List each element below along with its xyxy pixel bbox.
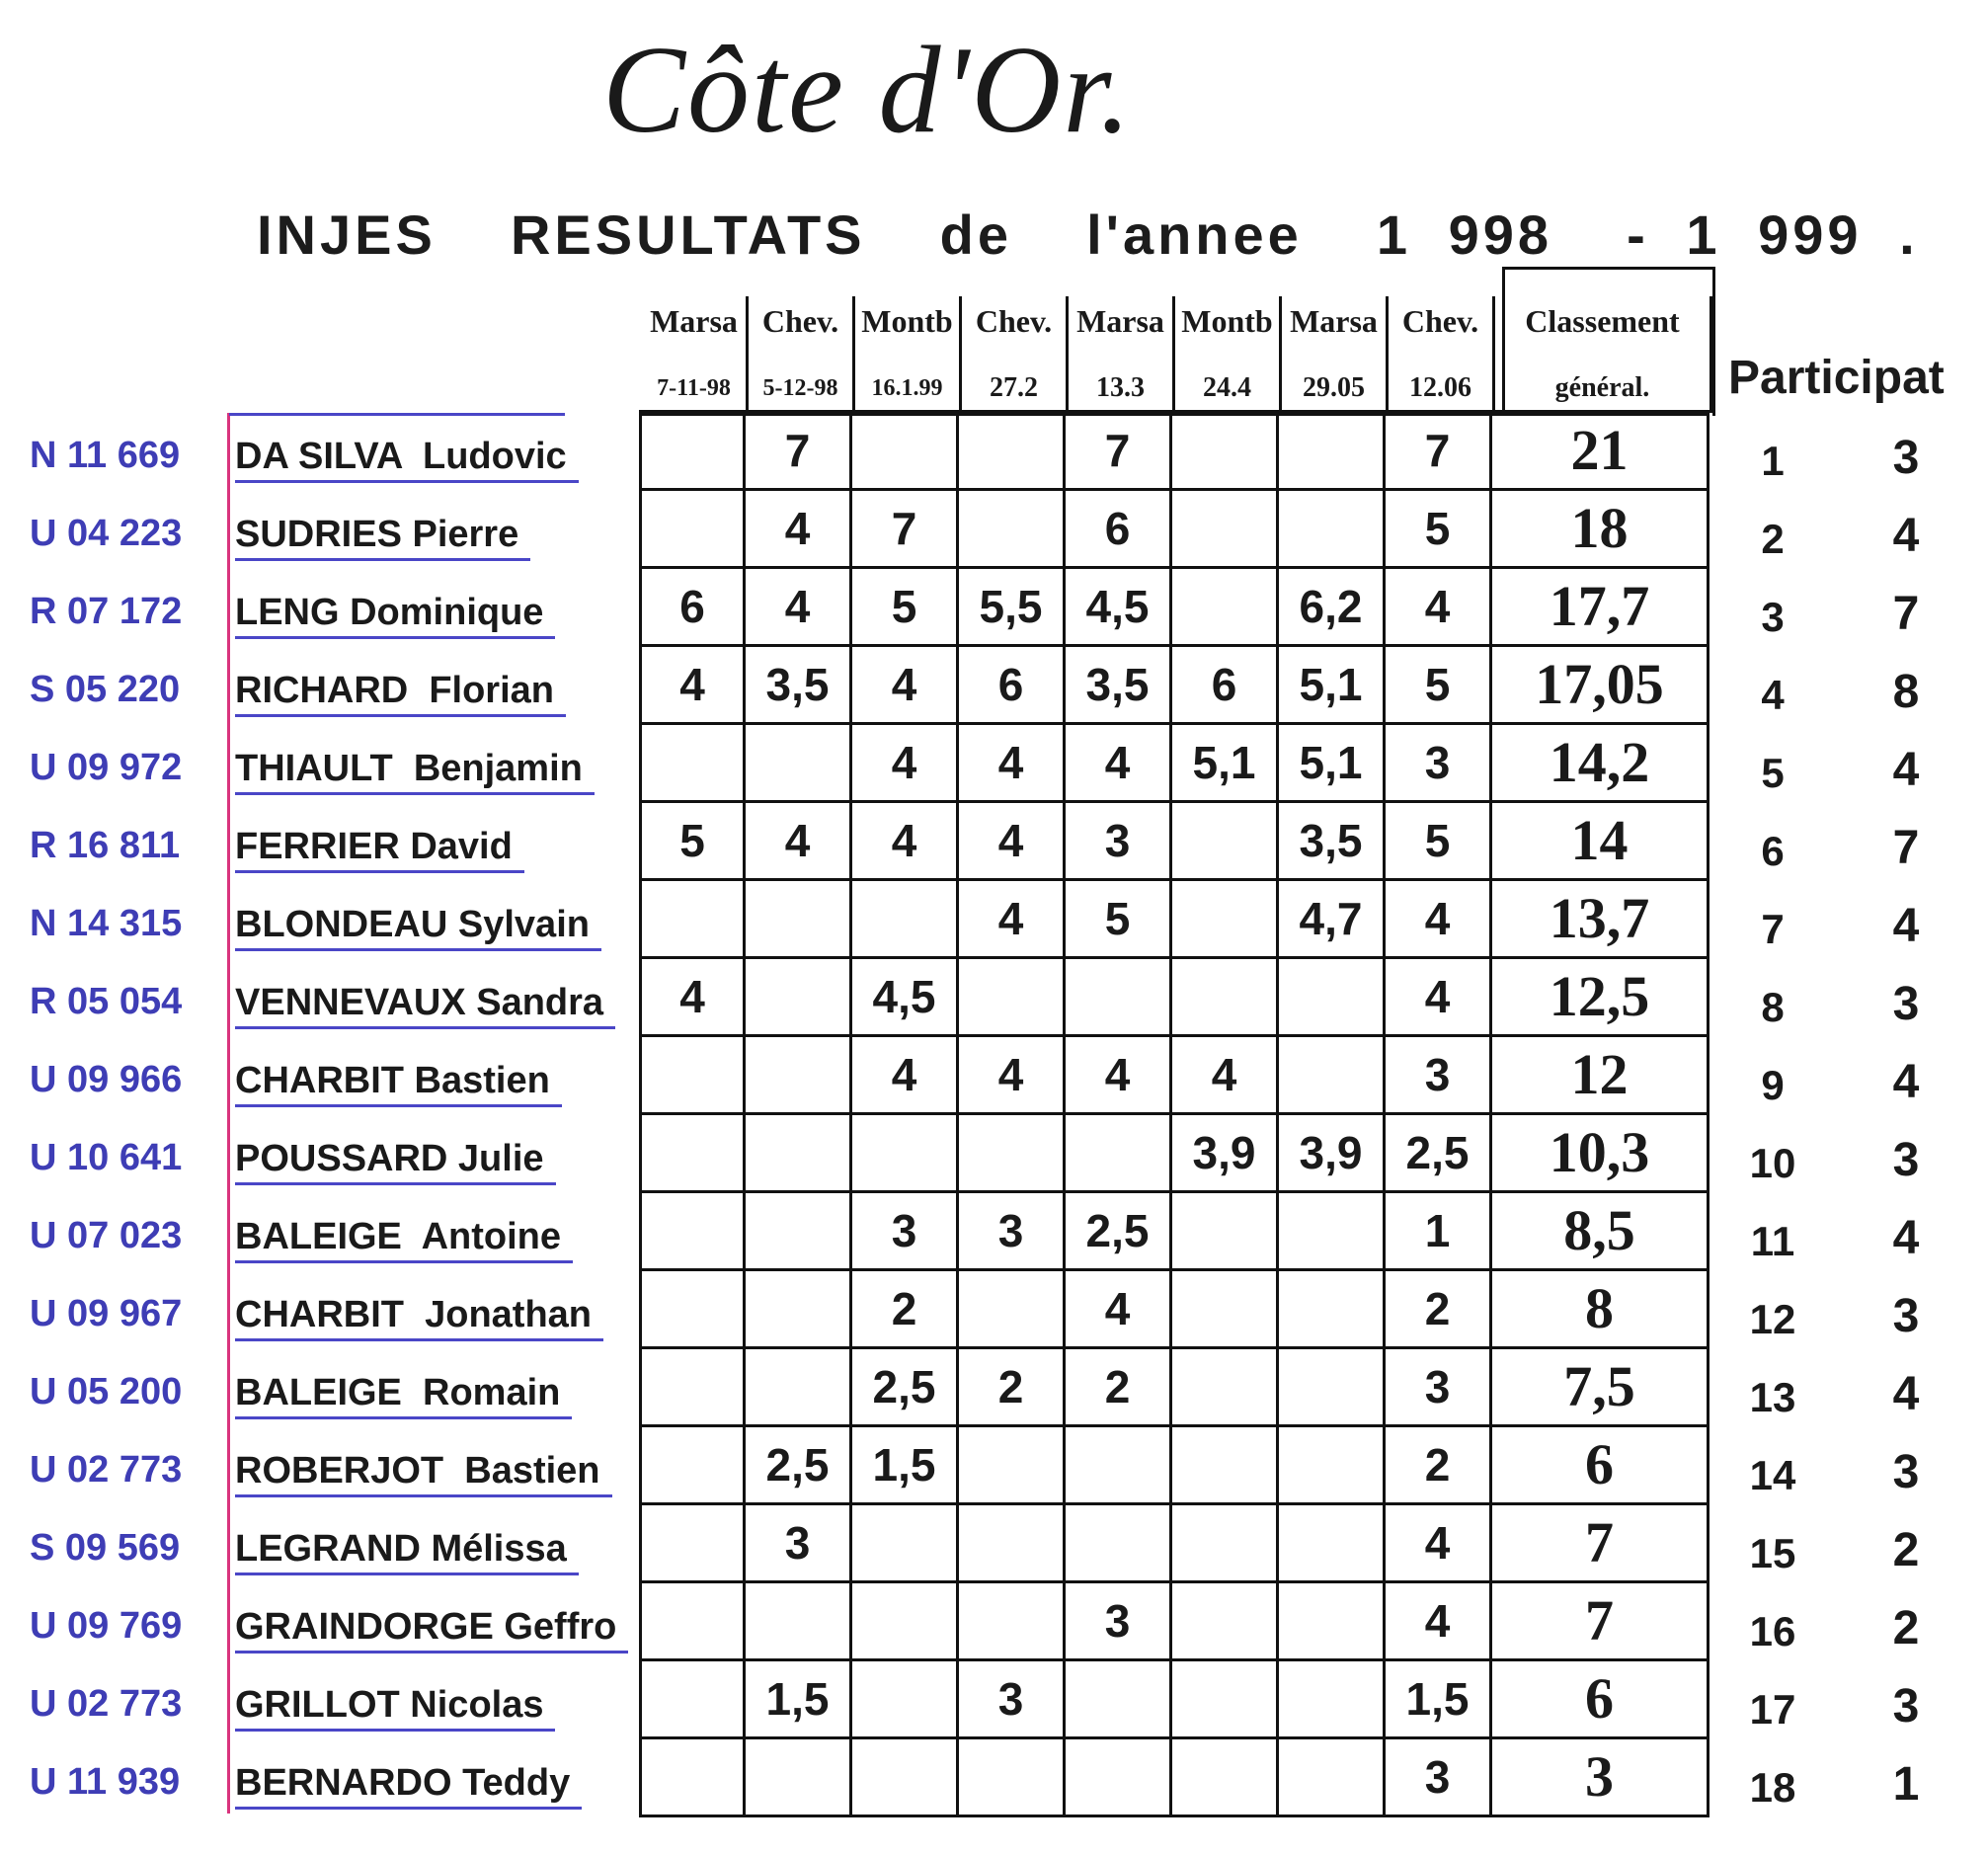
score-cell: 4 (1066, 1037, 1172, 1115)
athlete-name: POUSSARD Julie (235, 1135, 556, 1185)
score-cell: 2,5 (746, 1427, 852, 1505)
score-cell (639, 410, 746, 491)
score-cell (1279, 1349, 1386, 1427)
total-cell: 14 (1492, 803, 1710, 881)
score-cell (959, 1115, 1066, 1193)
score-cell (1172, 1271, 1279, 1349)
score-cell: 5,1 (1279, 647, 1386, 725)
score-cell: 7 (1386, 410, 1492, 491)
athlete-name: FERRIER David (235, 823, 524, 873)
participations: 3 (1892, 1446, 1920, 1498)
score-cell (746, 1271, 852, 1349)
score-cell (1279, 1739, 1386, 1817)
score-cell: 3,5 (1279, 803, 1386, 881)
license-number: U 07 023 (30, 1215, 183, 1256)
score-cell (639, 1583, 746, 1661)
total-cell: 10,3 (1492, 1115, 1710, 1193)
score-cell (1279, 959, 1386, 1037)
license-number: R 05 054 (30, 981, 183, 1022)
score-cell (639, 1427, 746, 1505)
athlete-name: LENG Dominique (235, 589, 555, 639)
score-cell: 1,5 (1386, 1661, 1492, 1739)
rank: 10 (1749, 1140, 1796, 1186)
total-cell: 18 (1492, 491, 1710, 569)
rank: 1 (1761, 438, 1785, 484)
score-cell: 4 (1386, 881, 1492, 959)
score-cell (746, 1739, 852, 1817)
score-cell: 3 (746, 1505, 852, 1583)
athlete-name: BALEIGE Antoine (235, 1213, 573, 1263)
score-cell: 3 (959, 1193, 1066, 1271)
score-cell: 1 (1386, 1193, 1492, 1271)
score-cell (639, 1193, 746, 1271)
score-cell: 4 (639, 647, 746, 725)
athlete-name: THIAULT Benjamin (235, 745, 595, 795)
score-cell: 5 (1386, 803, 1492, 881)
document-subtitle: INJES RESULTATS de l'annee 1 998 - 1 999 . (257, 203, 1919, 266)
rank: 3 (1761, 594, 1785, 640)
athlete-name: GRAINDORGE Geffro (235, 1603, 628, 1653)
score-cell: 2 (1386, 1427, 1492, 1505)
score-cell (852, 410, 959, 491)
score-cell: 3 (852, 1193, 959, 1271)
license-number: U 04 223 (30, 513, 183, 554)
score-cell: 3,5 (746, 647, 852, 725)
score-cell: 5,1 (1172, 725, 1279, 803)
score-cell: 4 (959, 1037, 1066, 1115)
score-cell: 4 (852, 647, 959, 725)
score-cell (1172, 1583, 1279, 1661)
score-cell: 4 (852, 803, 959, 881)
score-cell: 6 (1066, 491, 1172, 569)
rank: 11 (1750, 1218, 1795, 1264)
participations: 3 (1892, 978, 1920, 1030)
column-event: Classement (1525, 303, 1680, 339)
score-cell (1066, 1661, 1172, 1739)
score-cell (852, 1583, 959, 1661)
column-date: général. (1554, 372, 1650, 403)
score-cell (746, 1037, 852, 1115)
score-cell (1172, 1427, 1279, 1505)
total-cell: 17,05 (1492, 647, 1710, 725)
score-cell (1172, 569, 1279, 647)
column-header (1069, 296, 1175, 413)
column-header (1175, 296, 1282, 413)
participations: 8 (1892, 666, 1920, 718)
score-cell: 2,5 (1066, 1193, 1172, 1271)
athlete-name: VENNEVAUX Sandra (235, 979, 615, 1029)
total-cell: 8,5 (1492, 1193, 1710, 1271)
column-date: 5-12-98 (762, 375, 838, 401)
score-cell: 3 (1386, 1739, 1492, 1817)
rank: 17 (1749, 1686, 1796, 1733)
classement-header-box (1502, 267, 1715, 416)
score-cell: 6 (959, 647, 1066, 725)
license-number: U 09 972 (30, 747, 183, 788)
score-cell: 5 (1386, 647, 1492, 725)
score-cell (1279, 1193, 1386, 1271)
column-event: Marsa (1290, 303, 1378, 339)
score-cell: 3 (1066, 1583, 1172, 1661)
score-cell (746, 1349, 852, 1427)
score-cell: 2 (852, 1271, 959, 1349)
score-cell: 3,9 (1172, 1115, 1279, 1193)
license-number: S 05 220 (30, 669, 181, 710)
total-cell: 3 (1492, 1739, 1710, 1817)
score-cell: 2,5 (852, 1349, 959, 1427)
score-cell: 2 (959, 1349, 1066, 1427)
participations: 4 (1892, 1212, 1920, 1264)
license-number: U 10 641 (30, 1137, 183, 1178)
athlete-name: SUDRIES Pierre (235, 511, 530, 561)
athlete-name: BERNARDO Teddy (235, 1759, 582, 1810)
score-cell: 5 (852, 569, 959, 647)
total-cell: 13,7 (1492, 881, 1710, 959)
score-cell (1279, 410, 1386, 491)
score-cell: 4 (1386, 569, 1492, 647)
score-cell (959, 491, 1066, 569)
score-cell: 4 (1386, 1583, 1492, 1661)
score-cell: 6 (1172, 647, 1279, 725)
score-cell: 3 (1066, 803, 1172, 881)
rank: 12 (1749, 1296, 1796, 1342)
score-cell (1172, 881, 1279, 959)
total-cell: 6 (1492, 1661, 1710, 1739)
column-date: 16.1.99 (871, 375, 943, 401)
score-cell: 3,9 (1279, 1115, 1386, 1193)
license-number: U 02 773 (30, 1449, 183, 1491)
score-cell: 3 (1386, 725, 1492, 803)
score-cell (1172, 1661, 1279, 1739)
score-cell: 4 (852, 725, 959, 803)
athlete-name: LEGRAND Mélissa (235, 1525, 579, 1575)
score-cell: 2,5 (1386, 1115, 1492, 1193)
score-cell (639, 1115, 746, 1193)
score-cell: 1,5 (746, 1661, 852, 1739)
license-number: U 09 966 (30, 1059, 183, 1100)
score-cell (852, 881, 959, 959)
athlete-name: BLONDEAU Sylvain (235, 901, 601, 951)
athlete-name: CHARBIT Bastien (235, 1057, 562, 1107)
rank: 18 (1749, 1764, 1796, 1811)
score-cell (1066, 1427, 1172, 1505)
score-cell: 4 (746, 491, 852, 569)
score-cell: 7 (852, 491, 959, 569)
score-cell (746, 959, 852, 1037)
score-cell (639, 1349, 746, 1427)
rank: 5 (1761, 750, 1785, 796)
score-cell (852, 1115, 959, 1193)
score-cell (1066, 1739, 1172, 1817)
score-cell (959, 1739, 1066, 1817)
participations: 4 (1892, 510, 1920, 562)
license-number: S 09 569 (30, 1527, 181, 1569)
column-date: 13.3 (1096, 372, 1145, 403)
score-cell: 4 (852, 1037, 959, 1115)
score-cell (1279, 1037, 1386, 1115)
total-cell: 17,7 (1492, 569, 1710, 647)
score-cell: 3 (1386, 1037, 1492, 1115)
score-cell: 5,5 (959, 569, 1066, 647)
rank: 7 (1761, 906, 1785, 952)
column-event: Chev. (761, 303, 839, 339)
rank: 16 (1749, 1608, 1796, 1654)
score-cell (959, 1505, 1066, 1583)
license-number: U 05 200 (30, 1371, 183, 1412)
total-cell: 7 (1492, 1505, 1710, 1583)
score-cell (1279, 1505, 1386, 1583)
score-cell: 4 (746, 569, 852, 647)
total-cell: 12,5 (1492, 959, 1710, 1037)
score-cell: 4 (959, 803, 1066, 881)
participations: 4 (1892, 1368, 1920, 1420)
total-cell: 8 (1492, 1271, 1710, 1349)
participations: 1 (1892, 1758, 1920, 1811)
score-cell: 7 (1066, 410, 1172, 491)
athlete-name: GRILLOT Nicolas (235, 1681, 555, 1732)
score-cell (639, 1739, 746, 1817)
score-cell: 3,5 (1066, 647, 1172, 725)
column-event: Chev. (975, 303, 1053, 339)
score-cell: 7 (746, 410, 852, 491)
score-cell (639, 1505, 746, 1583)
score-cell: 4 (959, 725, 1066, 803)
license-number: U 11 939 (30, 1761, 181, 1803)
column-date: 29.05 (1303, 372, 1365, 403)
participations: 7 (1892, 822, 1920, 874)
score-cell (1066, 1505, 1172, 1583)
license-number: U 02 773 (30, 1683, 183, 1725)
score-cell (852, 1661, 959, 1739)
score-cell (639, 1271, 746, 1349)
participations: 3 (1892, 1680, 1920, 1733)
score-cell (959, 1583, 1066, 1661)
score-cell: 6,2 (1279, 569, 1386, 647)
license-number: N 14 315 (30, 903, 183, 944)
athlete-name: ROBERJOT Bastien (235, 1447, 612, 1497)
column-date: 12.06 (1409, 372, 1471, 403)
score-cell: 5 (1066, 881, 1172, 959)
score-cell (1172, 803, 1279, 881)
license-number: R 16 811 (30, 825, 181, 866)
column-header (749, 296, 855, 413)
total-cell: 7 (1492, 1583, 1710, 1661)
rank: 8 (1761, 984, 1785, 1030)
participations: 4 (1892, 1056, 1920, 1108)
license-number: N 11 669 (30, 435, 181, 476)
athlete-name: RICHARD Florian (235, 667, 566, 717)
score-cell: 5,1 (1279, 725, 1386, 803)
total-cell: 7,5 (1492, 1349, 1710, 1427)
score-cell (1279, 491, 1386, 569)
column-event: Chev. (1401, 303, 1479, 339)
score-cell: 4 (746, 803, 852, 881)
license-number: U 09 967 (30, 1293, 183, 1334)
score-cell (1172, 1193, 1279, 1271)
score-cell: 6 (639, 569, 746, 647)
document-title: Côte d'Or. (602, 22, 1133, 159)
score-cell (1172, 1739, 1279, 1817)
column-header (855, 296, 962, 413)
column-header (642, 296, 749, 413)
score-cell (1172, 1349, 1279, 1427)
score-cell (959, 1427, 1066, 1505)
rank: 2 (1761, 516, 1785, 562)
participations: 3 (1892, 432, 1920, 484)
score-cell: 4 (1066, 1271, 1172, 1349)
participations: 4 (1892, 744, 1920, 796)
rank: 13 (1749, 1374, 1796, 1420)
participations: 2 (1892, 1602, 1920, 1654)
column-date: 7-11-98 (657, 375, 731, 401)
score-cell: 5 (1386, 491, 1492, 569)
total-cell: 12 (1492, 1037, 1710, 1115)
score-cell: 4 (639, 959, 746, 1037)
score-cell (1172, 491, 1279, 569)
score-cell: 2 (1386, 1271, 1492, 1349)
rank: 9 (1761, 1062, 1785, 1108)
score-cell: 3 (1386, 1349, 1492, 1427)
score-cell: 3 (959, 1661, 1066, 1739)
score-cell (1066, 1115, 1172, 1193)
column-event: Marsa (650, 303, 738, 339)
score-cell: 4 (1386, 1505, 1492, 1583)
participations: 4 (1892, 900, 1920, 952)
license-number: R 07 172 (30, 591, 183, 632)
score-cell (639, 1661, 746, 1739)
score-cell (639, 881, 746, 959)
score-cell (1172, 410, 1279, 491)
column-event: Montb (1181, 303, 1273, 339)
participations: 7 (1892, 588, 1920, 640)
rank: 15 (1749, 1530, 1796, 1576)
score-cell (746, 1193, 852, 1271)
score-cell: 4 (1172, 1037, 1279, 1115)
participations: 3 (1892, 1290, 1920, 1342)
column-date: 27.2 (990, 372, 1038, 403)
athlete-name: CHARBIT Jonathan (235, 1291, 603, 1341)
score-cell: 4,5 (1066, 569, 1172, 647)
score-cell (959, 1271, 1066, 1349)
score-cell (639, 725, 746, 803)
total-cell: 6 (1492, 1427, 1710, 1505)
score-cell (746, 1115, 852, 1193)
participations: 3 (1892, 1134, 1920, 1186)
column-event: Marsa (1076, 303, 1164, 339)
score-cell (746, 881, 852, 959)
rank: 14 (1749, 1452, 1796, 1498)
score-cell (852, 1505, 959, 1583)
score-cell: 4 (959, 881, 1066, 959)
score-cell (1279, 1271, 1386, 1349)
score-cell (639, 1037, 746, 1115)
score-cell (1066, 959, 1172, 1037)
score-cell: 1,5 (852, 1427, 959, 1505)
score-cell (959, 959, 1066, 1037)
column-header (1282, 296, 1389, 413)
column-date: 24.4 (1203, 372, 1251, 403)
score-cell (1279, 1661, 1386, 1739)
total-cell: 14,2 (1492, 725, 1710, 803)
score-cell: 4,7 (1279, 881, 1386, 959)
score-cell (1172, 1505, 1279, 1583)
column-header (962, 296, 1069, 413)
score-cell (639, 491, 746, 569)
athlete-name: DA SILVA Ludovic (235, 433, 579, 483)
total-cell: 21 (1492, 410, 1710, 491)
score-cell (746, 1583, 852, 1661)
score-cell (852, 1739, 959, 1817)
score-cell (1279, 1427, 1386, 1505)
score-cell (746, 725, 852, 803)
participations: 2 (1892, 1524, 1920, 1576)
license-number: U 09 769 (30, 1605, 183, 1647)
score-cell (1279, 1583, 1386, 1661)
column-header (1389, 296, 1495, 413)
score-cell (1172, 959, 1279, 1037)
participations-header: Participat (1728, 352, 1945, 404)
score-cell: 4,5 (852, 959, 959, 1037)
score-cell: 4 (1066, 725, 1172, 803)
rank: 4 (1761, 672, 1785, 718)
column-event: Montb (861, 303, 953, 339)
rank: 6 (1761, 828, 1785, 874)
score-cell: 4 (1386, 959, 1492, 1037)
score-cell (959, 410, 1066, 491)
athlete-name: BALEIGE Romain (235, 1369, 572, 1419)
score-cell: 5 (639, 803, 746, 881)
score-cell: 2 (1066, 1349, 1172, 1427)
